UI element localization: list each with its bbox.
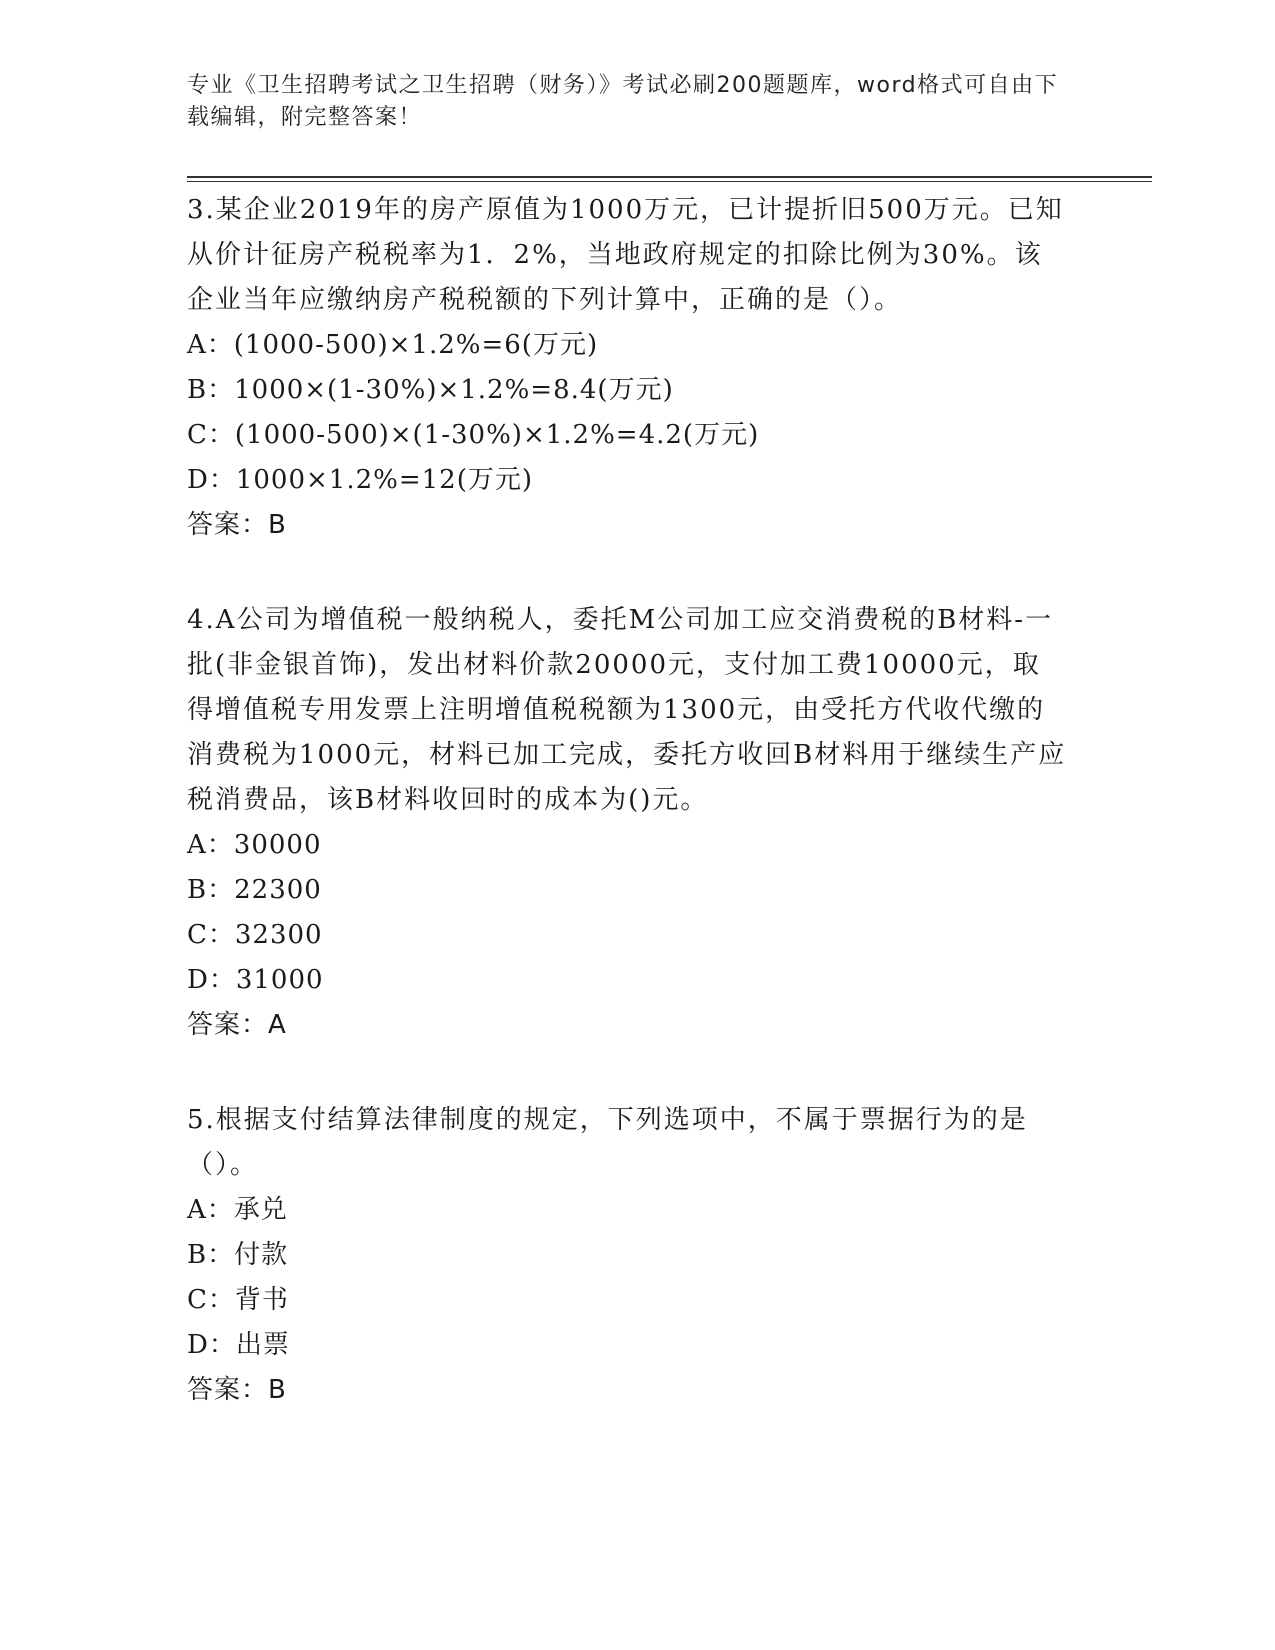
header-divider (187, 176, 1152, 182)
question-stem: 5.根据支付结算法律制度的规定，下列选项中，不属于票据行为的是（）。 (187, 1105, 1028, 1180)
option-b: B：付款 (187, 1240, 289, 1270)
option-d: D：1000×1.2%=12(万元) (187, 465, 534, 495)
question-3 (187, 188, 1067, 548)
question-4 (187, 598, 1067, 1048)
question-stem: 4.A公司为增值税一般纳税人，委托M公司加工应交消费税的B材料-一批(非金银首饰)，发出材料价款20000元，支付加工费10000元，取得增值税专用发票上注明增值税税额为1300元，由受托方代收代缴的消费税为1000元，材料已加工完成，委托方收回B材料用于继续生产应税消费品，该B材料收回时的成本为()元。 (187, 605, 1067, 815)
option-d: D：31000 (187, 965, 324, 995)
document-header: 专业《卫生招聘考试之卫生招聘（财务）》考试必刷200题题库，word格式可自由下载编辑，附完整答案！ (187, 73, 1059, 130)
answer-label: 答案：B (187, 510, 287, 540)
option-c: C：32300 (187, 920, 323, 950)
option-a: A：承兑 (187, 1195, 288, 1225)
option-c: C：背书 (187, 1285, 289, 1315)
option-b: B：1000×(1-30%)×1.2%=8.4(万元) (187, 375, 674, 405)
answer-label: 答案：A (187, 1010, 287, 1040)
option-a: A：30000 (187, 830, 322, 860)
option-a: A：(1000-500)×1.2%=6(万元) (187, 330, 599, 360)
question-stem: 3.某企业2019年的房产原值为1000万元，已计提折旧500万元。已知从价计征房产税税率为1．2%，当地政府规定的扣除比例为30%。该企业当年应缴纳房产税税额的下列计算中，正确的是（）。 (187, 195, 1064, 315)
answer-label: 答案：B (187, 1375, 287, 1405)
option-b: B：22300 (187, 875, 322, 905)
option-d: D：出票 (187, 1330, 290, 1360)
question-5 (187, 1098, 1067, 1413)
option-c: C：(1000-500)×(1-30%)×1.2%=4.2(万元) (187, 420, 760, 450)
